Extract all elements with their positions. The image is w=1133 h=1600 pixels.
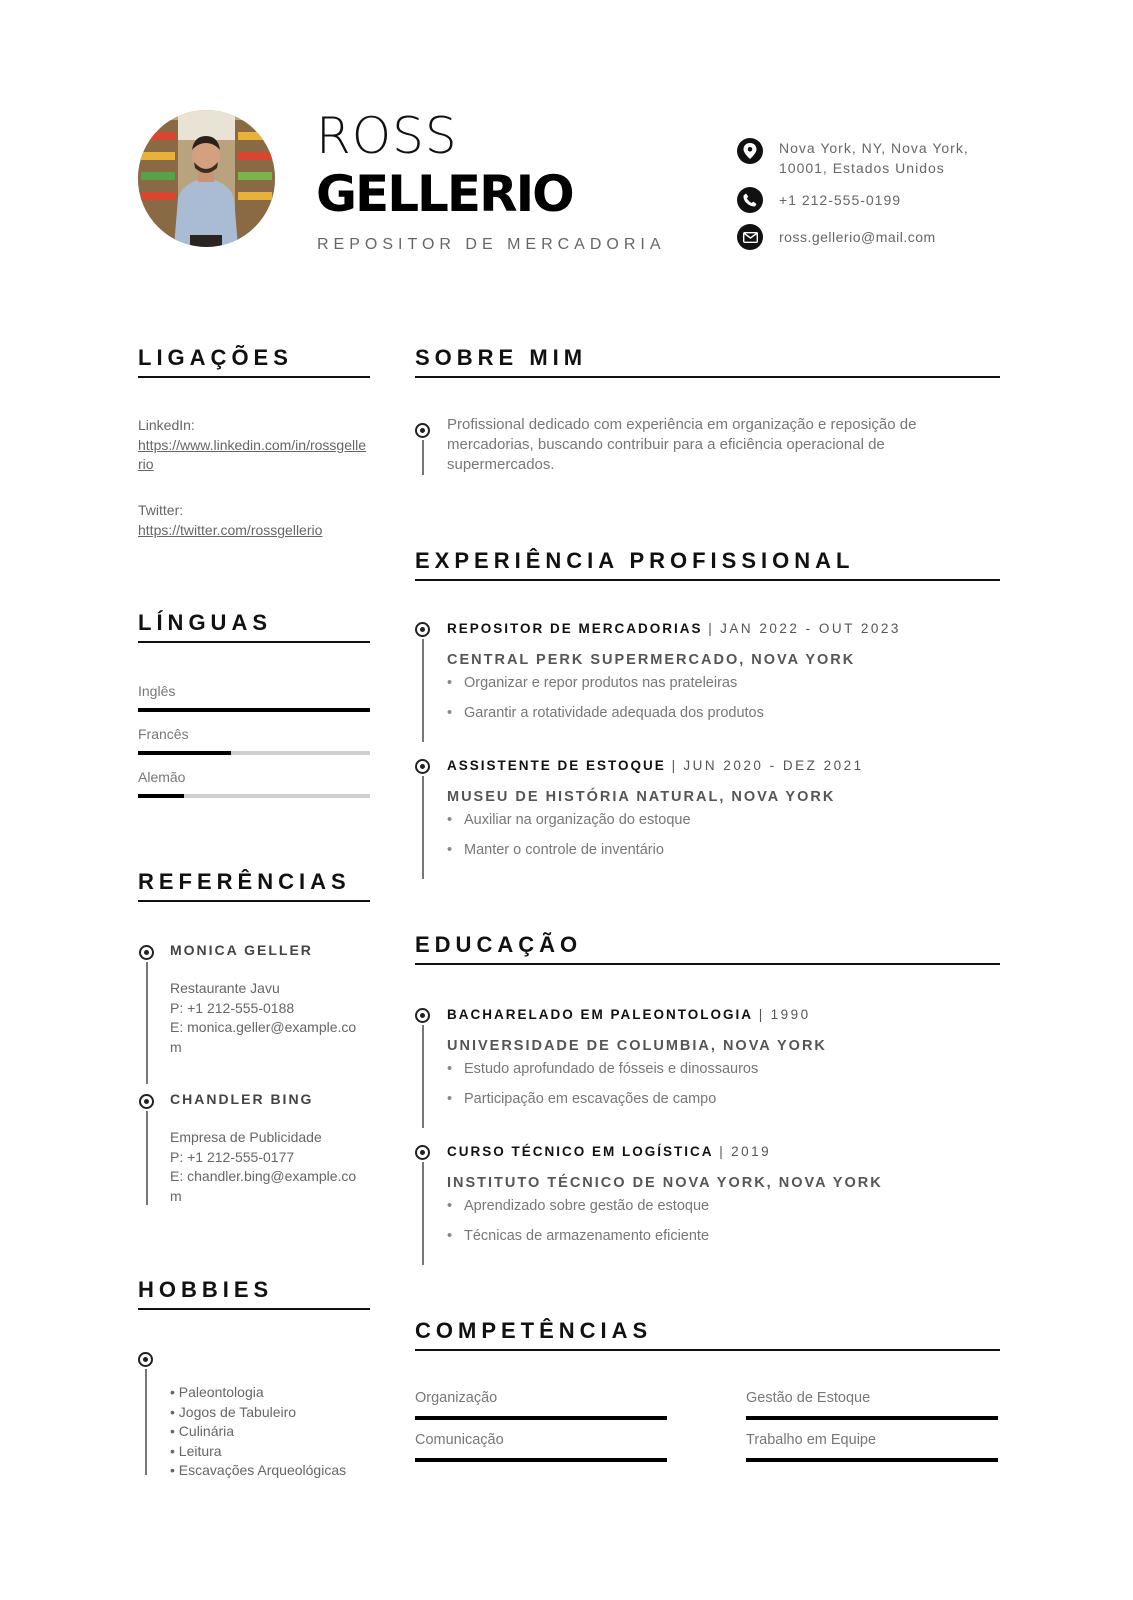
education-heading: EDUCAÇÃO bbox=[415, 932, 583, 957]
contact-email bbox=[737, 224, 936, 250]
timeline-dot-icon bbox=[415, 622, 430, 637]
hobby-item: • Culinária bbox=[170, 1423, 235, 1439]
linkedin-label: LinkedIn: bbox=[138, 417, 195, 433]
job-organization: MUSEU DE HISTÓRIA NATURAL, NOVA YORK bbox=[447, 789, 836, 805]
timeline-dot-icon bbox=[415, 1145, 430, 1160]
language-level-fill bbox=[138, 794, 184, 798]
timeline-dot-icon bbox=[415, 423, 430, 438]
bullet-text: Auxiliar na organização do estoque bbox=[464, 812, 691, 828]
phone-text: +1 212-555-0199 bbox=[779, 192, 902, 208]
language-name: Alemão bbox=[138, 769, 186, 785]
bullet-text: Organizar e repor produtos nas prateleiras bbox=[464, 675, 738, 691]
degree-year: 1990 bbox=[770, 1007, 811, 1022]
location-pin-icon bbox=[737, 138, 763, 164]
email-text[interactable]: ross.gellerio@mail.com bbox=[779, 229, 936, 245]
about-divider bbox=[415, 376, 1000, 378]
references-heading: REFERÊNCIAS bbox=[138, 869, 351, 894]
reference-details bbox=[170, 1128, 365, 1206]
skill-label: Gestão de Estoque bbox=[746, 1390, 871, 1406]
education-bullet bbox=[447, 1228, 709, 1244]
language-level-fill bbox=[138, 751, 231, 755]
bullet-text: Garantir a rotatividade adequada dos produtos bbox=[464, 705, 764, 721]
degree-name: CURSO TÉCNICO EM LOGÍSTICA bbox=[447, 1144, 714, 1159]
language-level-fill bbox=[138, 708, 370, 712]
twitter-link[interactable]: https://twitter.com/rossgellerio bbox=[138, 522, 323, 538]
timeline-line bbox=[422, 1025, 424, 1128]
timeline-line bbox=[422, 1162, 424, 1265]
timeline-line bbox=[422, 440, 424, 475]
timeline-line bbox=[422, 639, 424, 742]
bullet-mark: • bbox=[447, 842, 453, 858]
language-level-bar bbox=[138, 708, 370, 712]
skill-label: Trabalho em Equipe bbox=[746, 1432, 877, 1448]
job-entry-title bbox=[447, 758, 864, 773]
skill-label: Comunicação bbox=[415, 1432, 504, 1448]
bullet-mark: • bbox=[447, 812, 453, 828]
education-institution: UNIVERSIDADE DE COLUMBIA, NOVA YORK bbox=[447, 1038, 827, 1054]
title-separator: | bbox=[671, 758, 678, 773]
language-name: Inglês bbox=[138, 683, 176, 699]
experience-heading: EXPERIÊNCIA PROFISSIONAL bbox=[415, 548, 855, 573]
bullet-mark: • bbox=[447, 1091, 453, 1107]
skill-bar bbox=[415, 1458, 667, 1462]
contact-address bbox=[737, 138, 999, 178]
job-dates: JAN 2022 - OUT 2023 bbox=[720, 621, 901, 636]
education-bullet bbox=[447, 1061, 758, 1077]
education-entry-title bbox=[447, 1144, 771, 1159]
reference-phone: P: +1 212-555-0177 bbox=[170, 1148, 295, 1165]
skills-heading: COMPETÊNCIAS bbox=[415, 1318, 653, 1343]
timeline-line bbox=[146, 962, 148, 1084]
languages-divider bbox=[138, 641, 370, 643]
language-level-bar bbox=[138, 794, 370, 798]
reference-email: E: chandler.bing@example.com bbox=[170, 1168, 357, 1204]
reference-name: MONICA GELLER bbox=[170, 942, 313, 958]
timeline-dot-icon bbox=[415, 759, 430, 774]
education-entry-title bbox=[447, 1007, 811, 1022]
language-level-bar bbox=[138, 751, 370, 755]
degree-year: 2019 bbox=[731, 1144, 772, 1159]
hobbies-heading: HOBBIES bbox=[138, 1277, 274, 1302]
links-heading: LIGAÇÕES bbox=[138, 345, 293, 370]
twitter-label: Twitter: bbox=[138, 502, 184, 518]
bullet-text: Estudo aprofundado de fósseis e dinossauros bbox=[464, 1061, 759, 1077]
hobby-item: • Paleontologia bbox=[170, 1384, 264, 1400]
languages-heading: LÍNGUAS bbox=[138, 610, 272, 635]
skill-bar bbox=[415, 1416, 667, 1420]
reference-company: Empresa de Publicidade bbox=[170, 1129, 322, 1145]
reference-company: Restaurante Javu bbox=[170, 980, 280, 996]
education-bullet bbox=[447, 1198, 709, 1214]
phone-icon bbox=[737, 187, 763, 213]
skills-divider bbox=[415, 1349, 1000, 1351]
first-name: ROSS bbox=[316, 107, 458, 165]
hobby-item: • Jogos de Tabuleiro bbox=[170, 1403, 297, 1420]
bullet-mark: • bbox=[447, 675, 453, 691]
timeline-dot-icon bbox=[139, 945, 154, 960]
hobby-item: • Escavações Arqueológicas bbox=[170, 1462, 347, 1478]
job-dates: JUN 2020 - DEZ 2021 bbox=[683, 758, 864, 773]
education-institution: INSTITUTO TÉCNICO DE NOVA YORK, NOVA YORK bbox=[447, 1175, 883, 1191]
bullet-mark: • bbox=[447, 1228, 453, 1244]
reference-name: CHANDLER BING bbox=[170, 1091, 314, 1107]
education-divider bbox=[415, 963, 1000, 965]
timeline-line bbox=[145, 1369, 147, 1475]
job-bullet bbox=[447, 842, 664, 858]
bullet-text: Participação em escavações de campo bbox=[464, 1091, 717, 1107]
experience-divider bbox=[415, 579, 1000, 581]
job-bullet bbox=[447, 812, 691, 828]
timeline-dot-icon bbox=[139, 1094, 154, 1109]
bullet-text: Manter o controle de inventário bbox=[464, 842, 664, 858]
hobby-item: • Leitura bbox=[170, 1442, 222, 1459]
skill-label: Organização bbox=[415, 1390, 498, 1406]
timeline-line bbox=[422, 776, 424, 879]
title-separator: | bbox=[708, 621, 715, 636]
about-heading: SOBRE MIM bbox=[415, 345, 588, 370]
job-role: REPOSITOR DE MERCADORIAS bbox=[447, 621, 703, 636]
skill-bar bbox=[746, 1458, 998, 1462]
job-role: ASSISTENTE DE ESTOQUE bbox=[447, 758, 666, 773]
title-separator: | bbox=[719, 1144, 726, 1159]
job-entry-title bbox=[447, 621, 901, 636]
timeline-line bbox=[146, 1111, 148, 1205]
job-title: REPOSITOR DE MERCADORIA bbox=[317, 236, 666, 253]
language-name: Francês bbox=[138, 726, 189, 742]
linkedin-link[interactable]: https://www.linkedin.com/in/rossgellerio bbox=[138, 437, 366, 472]
job-organization: CENTRAL PERK SUPERMERCADO, NOVA YORK bbox=[447, 652, 856, 668]
hobbies-list bbox=[170, 1383, 346, 1481]
bullet-mark: • bbox=[447, 1198, 453, 1214]
degree-name: BACHARELADO EM PALEONTOLOGIA bbox=[447, 1007, 754, 1022]
reference-phone: P: +1 212-555-0188 bbox=[170, 999, 295, 1016]
education-bullet bbox=[447, 1091, 716, 1107]
links-divider bbox=[138, 376, 370, 378]
reference-email: E: monica.geller@example.com bbox=[170, 1019, 357, 1055]
skill-bar bbox=[746, 1416, 998, 1420]
mail-icon bbox=[737, 224, 763, 250]
timeline-dot-icon bbox=[415, 1008, 430, 1023]
bullet-mark: • bbox=[447, 1061, 453, 1077]
reference-details bbox=[170, 979, 365, 1057]
last-name: GELLERIO bbox=[316, 165, 573, 223]
bullet-mark: • bbox=[447, 705, 453, 721]
address-text: Nova York, NY, Nova York, 10001, Estados Unidos bbox=[779, 140, 969, 176]
title-separator: | bbox=[758, 1007, 765, 1022]
contact-phone bbox=[737, 187, 999, 213]
profile-photo bbox=[138, 110, 275, 247]
job-bullet bbox=[447, 675, 737, 691]
job-bullet bbox=[447, 705, 764, 721]
about-text: Profissional dedicado com experiência em organização e reposição de mercadorias, buscando contribuir para a eficiência operacional de supermercados. bbox=[447, 416, 917, 473]
bullet-text: Aprendizado sobre gestão de estoque bbox=[464, 1198, 710, 1214]
timeline-dot-icon bbox=[138, 1352, 153, 1367]
references-divider bbox=[138, 900, 370, 902]
bullet-text: Técnicas de armazenamento eficiente bbox=[464, 1228, 710, 1244]
hobbies-divider bbox=[138, 1308, 370, 1310]
